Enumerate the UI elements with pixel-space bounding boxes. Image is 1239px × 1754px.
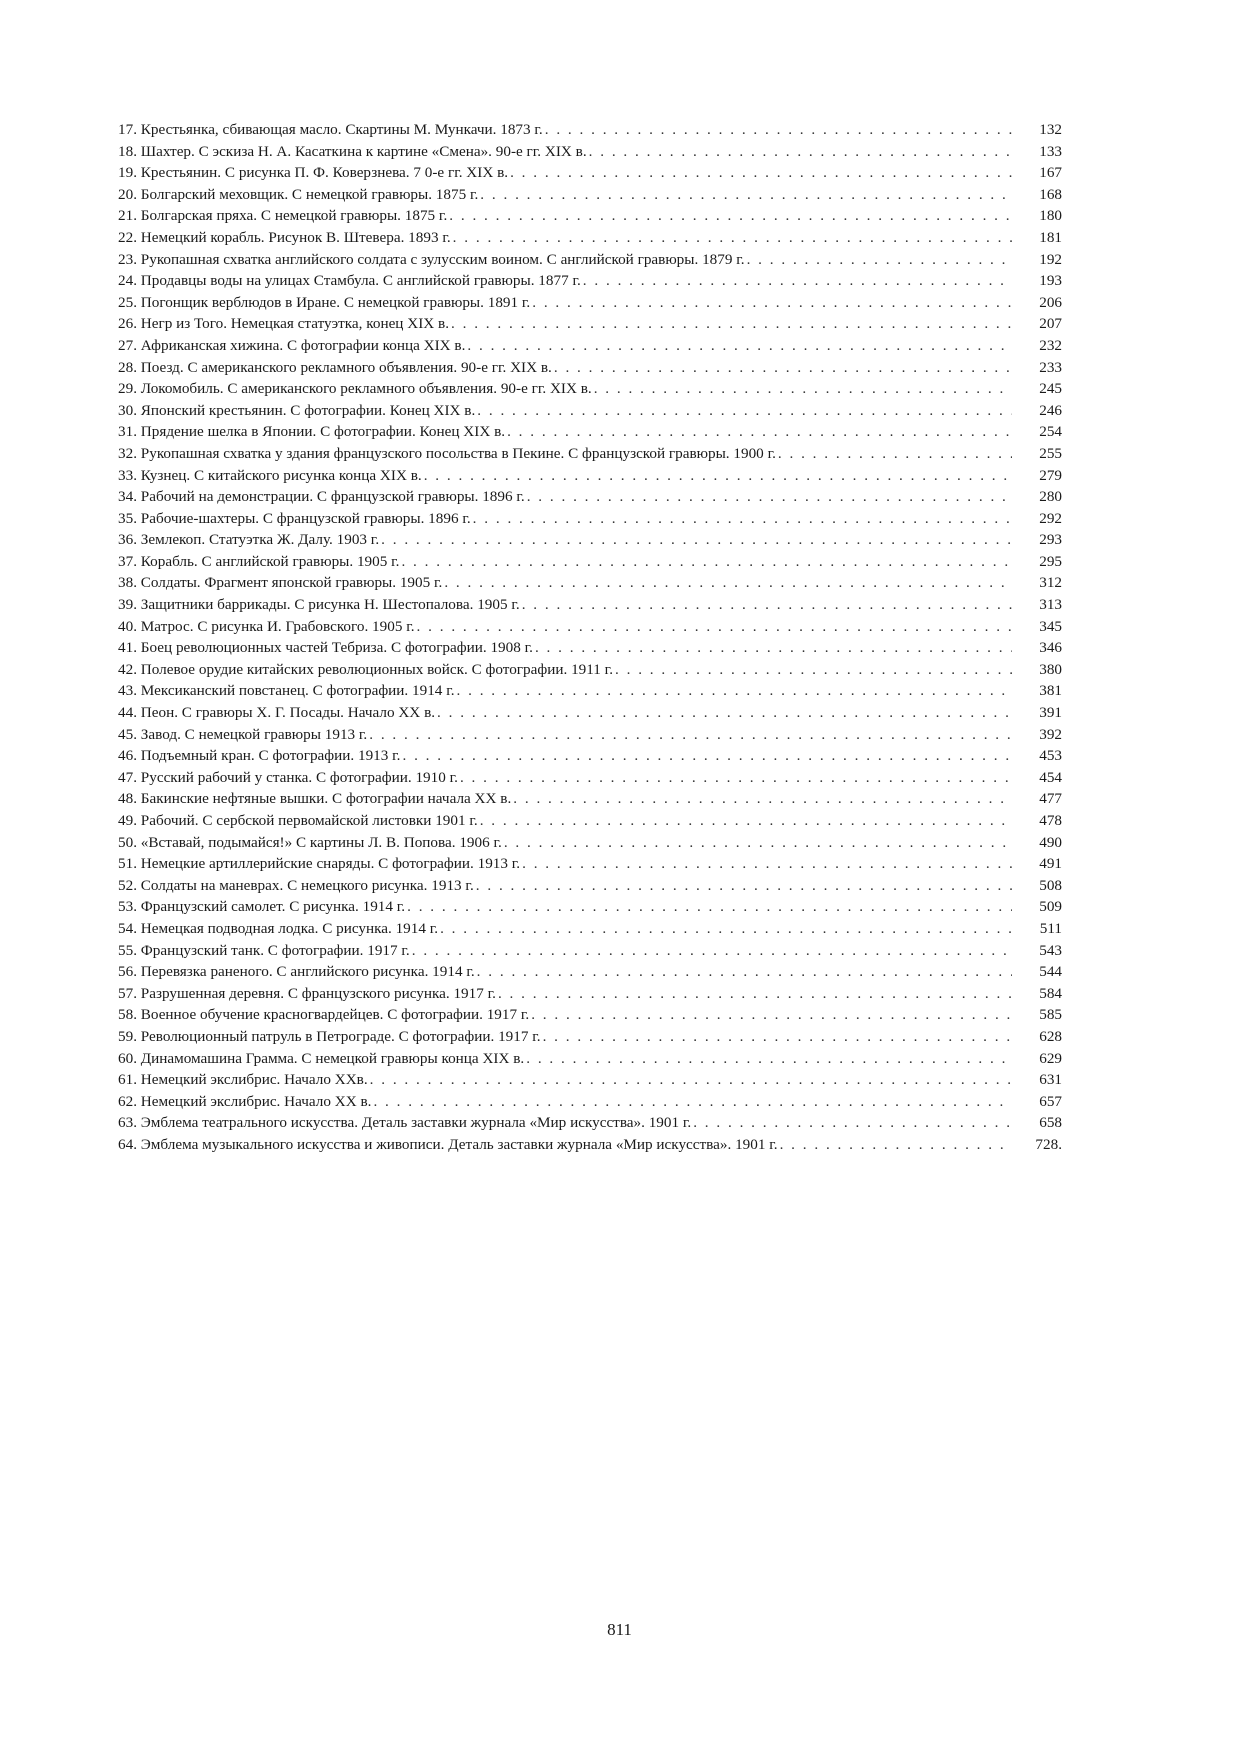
entry-page-number: 454 [1039, 768, 1062, 786]
entry-title: 44. Пеон. С гравюры Х. Г. Посады. Начало XX в. [118, 704, 436, 722]
toc-entry [118, 1048, 1062, 1070]
dot-leader [507, 421, 1012, 443]
toc-entry [118, 961, 1062, 983]
entry-page-number: 245 [1039, 380, 1062, 398]
entry-page-number: 313 [1039, 596, 1062, 614]
toc-entry [118, 270, 1062, 292]
dot-leader [453, 227, 1012, 249]
entry-page-number: 491 [1039, 855, 1062, 873]
entry-page-number: 292 [1039, 509, 1062, 527]
entry-title: 46. Подъемный кран. С фотографии. 1913 г. [118, 747, 401, 765]
entry-page-number: 490 [1039, 833, 1062, 851]
entry-page-number: 233 [1039, 358, 1062, 376]
entry-page-number: 345 [1039, 617, 1062, 635]
entry-page-number: 392 [1039, 725, 1062, 743]
entry-title: 62. Немецкий экслибрис. Начало XX в. [118, 1092, 372, 1110]
dot-leader [589, 141, 1012, 163]
entry-title: 30. Японский крестьянин. С фотографии. Конец XIX в. [118, 401, 476, 419]
entry-title: 18. Шахтер. С эскиза Н. А. Касаткина к картине «Смена». 90-е гг. XIX в. [118, 142, 587, 160]
entry-title: 17. Крестьянка, сбивающая масло. Скартины М. Мункачи. 1873 г. [118, 121, 543, 138]
entry-title: 50. «Вставай, подымайся!» С картины Л. В. Попова. 1906 г. [118, 833, 502, 851]
entry-title: 61. Немецкий экслибрис. Начало XXв. [118, 1071, 368, 1089]
toc-entry [118, 465, 1062, 487]
entry-title: 52. Солдаты на маневрах. С немецкого рисунка. 1913 г. [118, 876, 474, 894]
entry-page-number: 346 [1039, 639, 1062, 657]
dot-leader [401, 551, 1012, 573]
entry-title: 34. Рабочий на демонстрации. С французской гравюры. 1896 г. [118, 488, 525, 506]
toc-entry [118, 940, 1062, 962]
entry-page-number: 477 [1039, 790, 1062, 808]
entry-title: 39. Защитники баррикады. С рисунка Н. Шестопалова. 1905 г. [118, 596, 520, 614]
dot-leader [457, 680, 1012, 702]
entry-title: 60. Динамомашина Грамма. С немецкой гравюры конца XIX в. [118, 1049, 525, 1067]
toc-entry [118, 378, 1062, 400]
dot-leader [532, 292, 1012, 314]
toc-entry [118, 724, 1062, 746]
toc-entry [118, 1091, 1062, 1113]
entry-page-number: 254 [1039, 423, 1062, 441]
entry-title: 51. Немецкие артиллерийские снаряды. С фотографии. 1913 г. [118, 855, 521, 873]
dot-leader [480, 810, 1012, 832]
toc-entry [118, 119, 1062, 141]
dot-leader [531, 1004, 1012, 1026]
entry-page-number: 585 [1039, 1006, 1062, 1024]
dot-leader [449, 205, 1012, 227]
entry-title: 31. Прядение шелка в Японии. С фотографии. Конец XIX в. [118, 423, 506, 441]
entry-page-number: 391 [1039, 704, 1062, 722]
dot-leader [510, 162, 1012, 184]
entry-title: 48. Бакинские нефтяные вышки. С фотографии начала XX в. [118, 790, 512, 808]
toc-entry [118, 983, 1062, 1005]
dot-leader [477, 400, 1012, 422]
toc-entry [118, 1004, 1062, 1026]
page-number: 811 [607, 1620, 632, 1639]
dot-leader [747, 249, 1012, 271]
entry-page-number: 657 [1039, 1092, 1062, 1110]
dot-leader [369, 724, 1012, 746]
dot-leader [527, 486, 1012, 508]
toc-entry [118, 508, 1062, 530]
dot-leader [373, 1091, 1012, 1113]
entry-title: 36. Землекоп. Статуэтка Ж. Далу. 1903 г. [118, 531, 380, 549]
entry-title: 22. Немецкий корабль. Рисунок В. Штевера. 1893 г. [118, 228, 451, 246]
dot-leader [498, 983, 1012, 1005]
dot-leader [407, 896, 1012, 918]
entry-page-number: 628 [1039, 1027, 1062, 1045]
dot-leader [526, 1048, 1012, 1070]
entry-page-number: 543 [1039, 941, 1062, 959]
entry-title: 23. Рукопашная схватка английского солдата с зулусским воином. С английской гравюры. 1879 г. [118, 250, 745, 268]
toc-entry [118, 184, 1062, 206]
dot-leader [451, 313, 1012, 335]
entry-title: 20. Болгарский меховщик. С немецкой гравюры. 1875 г. [118, 185, 479, 203]
entry-page-number: 453 [1039, 747, 1062, 765]
entry-title: 28. Поезд. С американского рекламного объявления. 90-е гг. XIX в. [118, 358, 552, 376]
entry-page-number: 246 [1039, 401, 1062, 419]
dot-leader [370, 1069, 1012, 1091]
entry-page-number: 728. [1035, 1135, 1062, 1153]
dot-leader [504, 832, 1012, 854]
entry-title: 53. Французский самолет. С рисунка. 1914 г. [118, 898, 406, 916]
toc-entry [118, 1026, 1062, 1048]
entry-title: 59. Революционный патруль в Петрограде. С фотографии. 1917 г. [118, 1027, 541, 1045]
dot-leader [424, 465, 1012, 487]
toc-entry [118, 1112, 1062, 1134]
entry-title: 55. Французский танк. С фотографии. 1917 г. [118, 941, 410, 959]
entry-title: 58. Военное обучение красногвардейцев. С фотографии. 1917 г. [118, 1006, 530, 1024]
dot-leader [583, 270, 1012, 292]
entry-title: 32. Рукопашная схватка у здания французского посольства в Пекине. С французской гравюры. 1900 г. [118, 444, 776, 462]
entry-title: 57. Разрушенная деревня. С французского рисунка. 1917 г. [118, 984, 496, 1002]
entry-page-number: 167 [1039, 164, 1062, 182]
entry-page-number: 544 [1039, 963, 1062, 981]
dot-leader [473, 508, 1012, 530]
toc-entry [118, 205, 1062, 227]
dot-leader [477, 961, 1012, 983]
entry-page-number: 132 [1039, 121, 1062, 138]
dot-leader [402, 745, 1012, 767]
entry-page-number: 478 [1039, 812, 1062, 829]
toc-entry [118, 292, 1062, 314]
dot-leader [460, 767, 1012, 789]
toc-entry [118, 529, 1062, 551]
entry-page-number: 381 [1039, 682, 1062, 700]
entry-page-number: 207 [1039, 315, 1062, 333]
toc-entry [118, 162, 1062, 184]
dot-leader [381, 529, 1012, 551]
toc-entry [118, 1134, 1062, 1156]
entry-title: 45. Завод. С немецкой гравюры 1913 г. [118, 725, 368, 743]
entry-title: 49. Рабочий. С сербской первомайской листовки 1901 г. [118, 812, 478, 829]
dot-leader [513, 788, 1012, 810]
toc-entry [118, 357, 1062, 379]
entry-page-number: 629 [1039, 1049, 1062, 1067]
toc-entry [118, 788, 1062, 810]
entry-title: 54. Немецкая подводная лодка. С рисунка. 1914 г. [118, 919, 439, 937]
entry-page-number: 511 [1039, 919, 1062, 937]
entry-title: 35. Рабочие-шахтеры. С французской гравюры. 1896 г. [118, 509, 471, 527]
entry-page-number: 232 [1039, 336, 1062, 354]
entry-page-number: 192 [1039, 250, 1062, 268]
dot-leader [522, 594, 1012, 616]
toc-entry [118, 551, 1062, 573]
illustrations-list [118, 119, 1062, 1156]
entry-title: 43. Мексиканский повстанец. С фотографии. 1914 г. [118, 682, 455, 700]
dot-leader [615, 659, 1012, 681]
dot-leader [480, 184, 1012, 206]
dot-leader [437, 702, 1012, 724]
entry-title: 38. Солдаты. Фрагмент японской гравюры. 1905 г. [118, 574, 443, 592]
dot-leader [412, 940, 1012, 962]
toc-entry [118, 637, 1062, 659]
entry-page-number: 181 [1039, 228, 1062, 246]
entry-title: 56. Перевязка раненого. С английского рисунка. 1914 г. [118, 963, 475, 981]
toc-entry [118, 853, 1062, 875]
entry-page-number: 193 [1039, 272, 1062, 290]
toc-entry [118, 680, 1062, 702]
entry-title: 19. Крестьянин. С рисунка П. Ф. Коверзнева. 7 0-е гг. XIX в. [118, 164, 509, 182]
toc-entry [118, 875, 1062, 897]
entry-page-number: 509 [1039, 898, 1062, 916]
entry-title: 41. Боец революционных частей Тебриза. С фотографии. 1908 г. [118, 639, 533, 657]
entry-page-number: 508 [1039, 876, 1062, 894]
toc-entry [118, 313, 1062, 335]
entry-title: 40. Матрос. С рисунка И. Грабовского. 1905 г. [118, 617, 415, 635]
dot-leader [545, 119, 1012, 141]
entry-title: 37. Корабль. С английской гравюры. 1905 г. [118, 552, 400, 570]
toc-entry [118, 616, 1062, 638]
toc-entry [118, 745, 1062, 767]
entry-page-number: 280 [1039, 488, 1062, 506]
toc-entry [118, 572, 1062, 594]
entry-page-number: 293 [1039, 531, 1062, 549]
dot-leader [554, 357, 1012, 379]
entry-page-number: 180 [1039, 207, 1062, 225]
dot-leader [467, 335, 1012, 357]
dot-leader [693, 1112, 1012, 1134]
entry-title: 64. Эмблема музыкального искусства и живописи. Деталь заставки журнала «Мир искусства». 1901 г. [118, 1135, 778, 1153]
entry-page-number: 133 [1039, 142, 1062, 160]
toc-entry [118, 918, 1062, 940]
entry-page-number: 279 [1039, 466, 1062, 484]
entry-page-number: 295 [1039, 552, 1062, 570]
entry-title: 25. Погонщик верблюдов в Иране. С немецкой гравюры. 1891 г. [118, 293, 531, 311]
toc-entry [118, 594, 1062, 616]
toc-entry [118, 767, 1062, 789]
entry-page-number: 631 [1039, 1071, 1062, 1089]
dot-leader [778, 443, 1012, 465]
entry-title: 21. Болгарская пряха. С немецкой гравюры. 1875 г. [118, 207, 448, 225]
toc-entry [118, 896, 1062, 918]
entry-title: 63. Эмблема театрального искусства. Деталь заставки журнала «Мир искусства». 1901 г. [118, 1114, 692, 1132]
dot-leader [417, 616, 1012, 638]
entry-page-number: 584 [1039, 984, 1062, 1002]
dot-leader [440, 918, 1012, 940]
entry-title: 42. Полевое орудие китайских революционных войск. С фотографии. 1911 г. [118, 660, 613, 678]
entry-title: 24. Продавцы воды на улицах Стамбула. С английской гравюры. 1877 г. [118, 272, 581, 290]
entry-page-number: 255 [1039, 444, 1062, 462]
toc-entry [118, 702, 1062, 724]
toc-entry [118, 810, 1062, 832]
toc-entry [118, 486, 1062, 508]
entry-page-number: 380 [1039, 660, 1062, 678]
toc-entry [118, 1069, 1062, 1091]
toc-entry [118, 400, 1062, 422]
toc-entry [118, 421, 1062, 443]
entry-title: 27. Африканская хижина. С фотографии конца XIX в. [118, 336, 466, 354]
entry-page-number: 658 [1039, 1114, 1062, 1132]
toc-entry [118, 141, 1062, 163]
toc-entry [118, 335, 1062, 357]
toc-entry [118, 659, 1062, 681]
entry-page-number: 168 [1039, 185, 1062, 203]
dot-leader [543, 1026, 1012, 1048]
dot-leader [476, 875, 1012, 897]
entry-title: 26. Негр из Того. Немецкая статуэтка, конец XIX в. [118, 315, 449, 333]
dot-leader [780, 1134, 1012, 1156]
dot-leader [594, 378, 1012, 400]
toc-entry [118, 443, 1062, 465]
dot-leader [535, 637, 1012, 659]
dot-leader [444, 572, 1012, 594]
toc-entry [118, 249, 1062, 271]
toc-entry [118, 832, 1062, 854]
entry-page-number: 312 [1039, 574, 1062, 592]
entry-title: 33. Кузнец. С китайского рисунка конца XIX в. [118, 466, 422, 484]
entry-title: 29. Локомобиль. С американского рекламного объявления. 90-е гг. XIX в. [118, 380, 592, 398]
entry-title: 47. Русский рабочий у станка. С фотографии. 1910 г. [118, 768, 458, 786]
entry-page-number: 206 [1039, 293, 1062, 311]
dot-leader [522, 853, 1012, 875]
toc-entry [118, 227, 1062, 249]
